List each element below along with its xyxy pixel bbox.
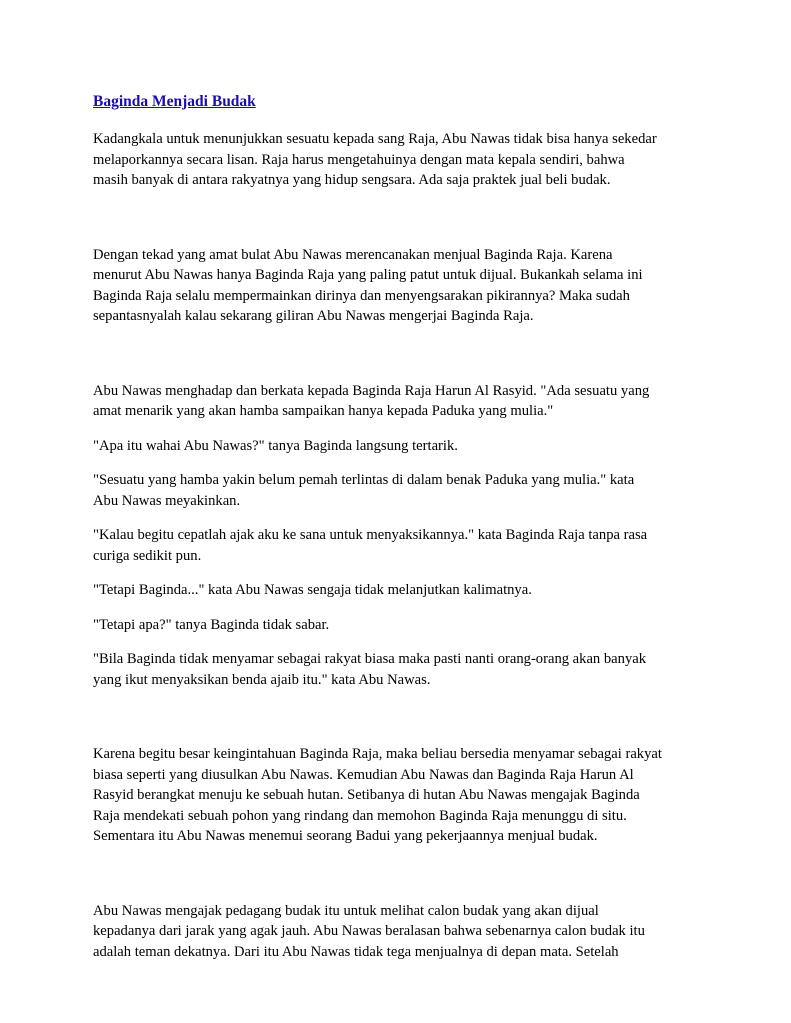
spacer xyxy=(93,601,705,615)
paragraph-dialog-5: "Tetapi apa?" tanya Baginda tidak sabar. xyxy=(93,616,330,633)
spacer xyxy=(93,847,705,901)
paragraph-dialog-4: "Tetapi Baginda..." kata Abu Nawas sengaja tidak melanjutkan kalimatnya. xyxy=(93,582,532,598)
spacer xyxy=(93,327,705,381)
paragraph-audience: Abu Nawas menghadap dan berkata kepada Baginda Raja Harun Al Rasyid. "Ada sesuatu yang amat menarik yang akan hamba sampaikan hanya kepada Paduka yang mulia." xyxy=(93,382,650,419)
document-page xyxy=(93,92,705,962)
spacer xyxy=(93,690,705,744)
spacer xyxy=(93,511,705,525)
paragraph-plan: Dengan tekad yang amat bulat Abu Nawas merencanakan menjual Baginda Raja. Karena menurut Abu Nawas hanya Baginda Raja yang paling patut untuk dijual. Bukankah selama ini Baginda Raja selalu mempermainkan dirinya dan menyengsarakan pikirannya? Maka sudah sepantasnyalah kalau sekarang giliran Abu Nawas mengerjai Baginda Raja. xyxy=(93,246,643,324)
spacer xyxy=(93,191,705,245)
spacer xyxy=(93,422,705,436)
paragraph-dialog-1: "Apa itu wahai Abu Nawas?" tanya Baginda langsung tertarik. xyxy=(93,437,458,454)
paragraph-disguise: Karena begitu besar keingintahuan Baginda Raja, maka beliau bersedia menyamar sebagai rakyat biasa seperti yang diusulkan Abu Nawas. Kemudian Abu Nawas dan Baginda Raja Harun Al Rasyid berangkat menuju ke sebuah hutan. Setibanya di hutan Abu Nawas mengajak Baginda Raja mendekati sebuah pohon yang rindang dan memohon Baginda Raja menunggu di situ. Sementara itu Abu Nawas menemui seorang Badui yang pekerjaannya menjual budak. xyxy=(93,746,662,844)
paragraph-dialog-2: "Sesuatu yang hamba yakin belum pemah terlintas di dalam benak Paduka yang mulia." kata Abu Nawas meyakinkan. xyxy=(93,472,635,509)
spacer xyxy=(93,566,705,580)
paragraph-intro: Kadangkala untuk menunjukkan sesuatu kepada sang Raja, Abu Nawas tidak bisa hanya sekedar melaporkannya secara lisan. Raja harus mengetahuinya dengan mata kepala sendiri, bahwa masih banyak di antara rakyatnya yang hidup sengsara. Ada saja praktek jual beli budak. xyxy=(93,131,657,188)
paragraph-dialog-3: "Kalau begitu cepatlah ajak aku ke sana untuk menyaksikannya." kata Baginda Raja tanpa rasa curiga sedikit pun. xyxy=(93,527,648,564)
spacer xyxy=(93,635,705,649)
spacer xyxy=(93,456,705,470)
paragraph-dialog-6: "Bila Baginda tidak menyamar sebagai rakyat biasa maka pasti nanti orang-orang akan banyak yang ikut menyaksikan benda ajaib itu." kata Abu Nawas. xyxy=(93,651,647,688)
paragraph-trader: Abu Nawas mengajak pedagang budak itu untuk melihat calon budak yang akan dijual kepadanya dari jarak yang agak jauh. Abu Nawas beralasan bahwa sebenarnya calon budak itu adalah teman dekatnya. Dari itu Abu Nawas tidak tega menjualnya di depan mata. Setelah xyxy=(93,902,645,960)
story-title-link[interactable]: Baginda Menjadi Budak xyxy=(93,93,256,110)
